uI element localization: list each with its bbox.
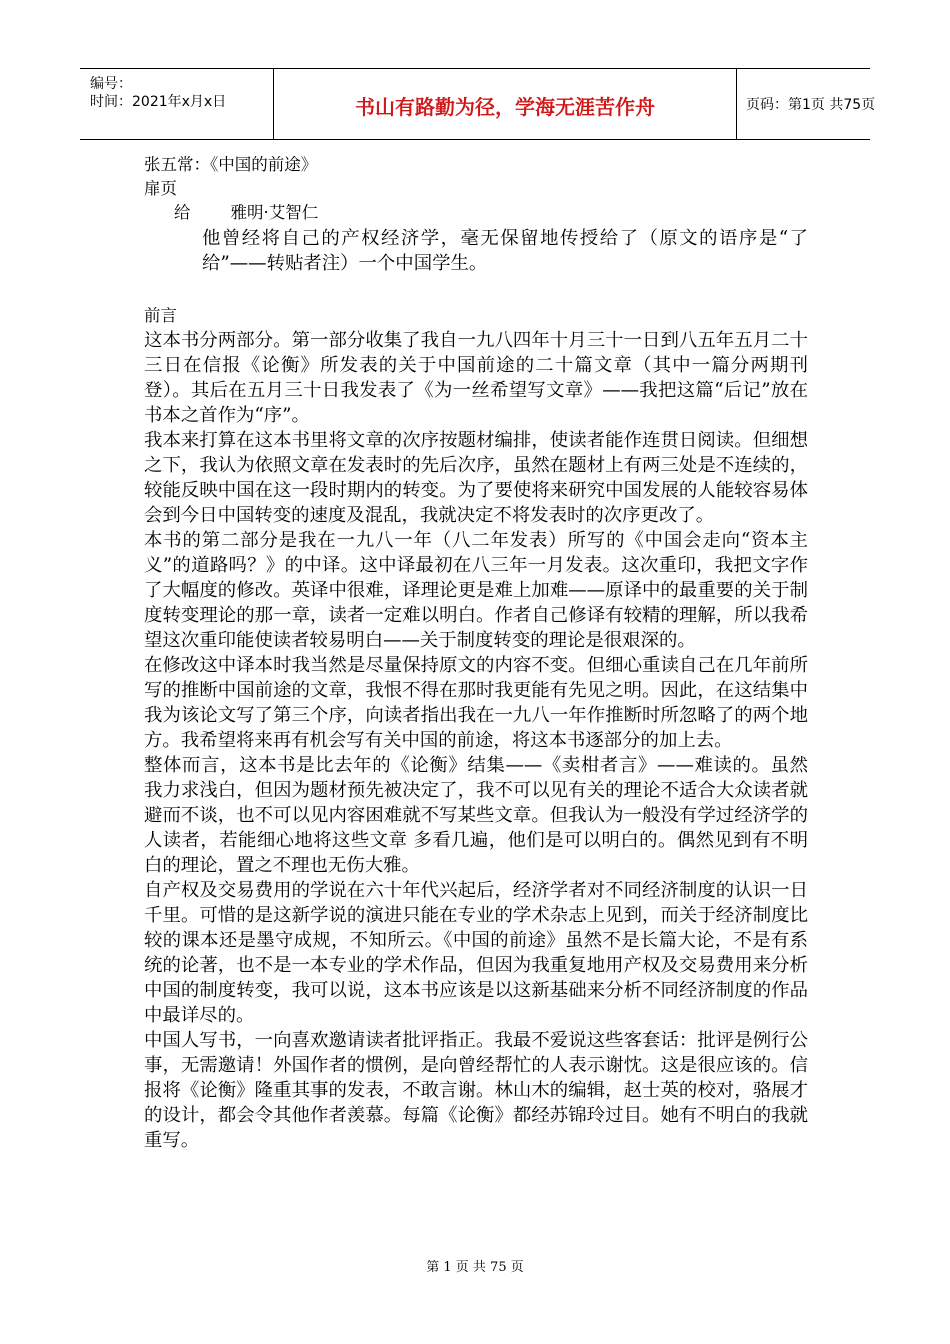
header-motto: 书山有路勤为径，学海无涯苦作舟: [355, 95, 655, 119]
dedication: [144, 201, 808, 225]
preface-paragraph: 在修改这中译本时我当然是尽量保持原文的内容不变。但细心重读自己在几年前所写的推断中国前途的文章，我恨不得在那时我更能有先见之明。因此，在这结集中我为该论文写了第三个序，向读者指出我在一九八一年作推断时所忽略了的两个地方。我希望将来再有机会写有关中国的前途，将这本书逐部分的加上去。: [144, 655, 808, 751]
time-label: 时间：2021年x月x日: [90, 94, 227, 110]
preface-paragraph: 中国人写书，一向喜欢邀请读者批评指正。我最不爱说这些客套话：批评是例行公事，无需邀请！外国作者的惯例，是向曾经帮忙的人表示谢忱。这是很应该的。信报将《论衡》隆重其事的发表，不敢言谢。林山木的编辑，赵士英的校对，骆展才的设计，都会令其他作者羡慕。每篇《论衡》都经苏锦玲过目。她有不明白的我就重写。: [144, 1030, 808, 1151]
dedication-to: 给: [174, 203, 191, 222]
number-label: 编号：: [90, 76, 132, 92]
preface-paragraph: 本书的第二部分是我在一九八一年（八二年发表）所写的《中国会走向“资本主义”的道路吗？》的中译。这中译最初在八三年一月发表。这次重印，我把文字作了大幅度的修改。英译中很难，译理论更是难上加难——原译中的最重要的关于制度转变理论的那一章，读者一定难以明白。作者自己修译有较精的理解，所以我希望这次重印能使读者较易明白——关于制度转变的理论是很艰深的。: [144, 530, 808, 651]
page-footer: 第 1 页 共 75 页: [426, 1260, 524, 1275]
flyleaf-label: 扉页: [144, 179, 177, 198]
preface-paragraph: 这本书分两部分。第一部分收集了我自一九八四年十月三十一日到八五年五月二十三日在信报《论衡》所发表的关于中国前途的二十篇文章（其中一篇分两期刊登）。其后在五月三十日我发表了《为一丝希望写文章》——我把这篇“后记”放在书本之首作为“序”。: [144, 330, 808, 426]
header-right-cell: [736, 69, 876, 139]
page-info: 页码：第1页 共75页: [746, 97, 876, 113]
header-motto-cell: [273, 69, 737, 139]
document-title: 张五常：《中国的前途》: [144, 155, 318, 174]
preface-paragraph: 自产权及交易费用的学说在六十年代兴起后，经济学者对不同经济制度的认识一日千里。可惜的是这新学说的演进只能在专业的学术杂志上见到，而关于经济制度比较的课本还是墨守成规，不知所云。《中国的前途》虽然不是长篇大论，不是有系统的论著，也不是一本专业的学术作品，但因为我重复地用产权及交易费用来分析中国的制度转变，我可以说，这本书应该是以这新基础来分析不同经济制度的作品中最详尽的。: [144, 880, 808, 1026]
header-left-cell: [80, 69, 273, 139]
page-header: [80, 68, 876, 140]
dedication-text: 他曾经将自己的产权经济学，毫无保留地传授给了（原文的语序是“了给”——转贴者注）一个中国学生。: [202, 228, 808, 274]
preface-paragraph: 整体而言，这本书是比去年的《论衡》结集——《卖柑者言》——难读的。虽然 我力求浅白，但因为题材预先被决定了，我不可以见有关的理论不适合大众读者就避而不谈，也不可以见内容困难就不写某些文章。但我认为一般没有学过经济学的人读者，若能细心地将这些文章 多看几遍，他们是可以明白的。偶然见到有不明白的理论，置之不理也无伤大雅。: [144, 755, 808, 876]
preface-heading: 前言: [144, 306, 177, 325]
preface-paragraph: 我本来打算在这本书里将文章的次序按题材编排，使读者能作连贯日阅读。但细想之下，我认为依照文章在发表时的先后次序，虽然在题材上有两三处是不连续的，较能反映中国在这一段时期内的转变。为了要使将来研究中国发展的人能较容易体会到今日中国转变的速度及混乱，我就决定不将发表时的次序更改了。: [144, 430, 808, 526]
document-body: [144, 153, 808, 1153]
dedication-name: 雅明·艾智仁: [230, 203, 319, 222]
